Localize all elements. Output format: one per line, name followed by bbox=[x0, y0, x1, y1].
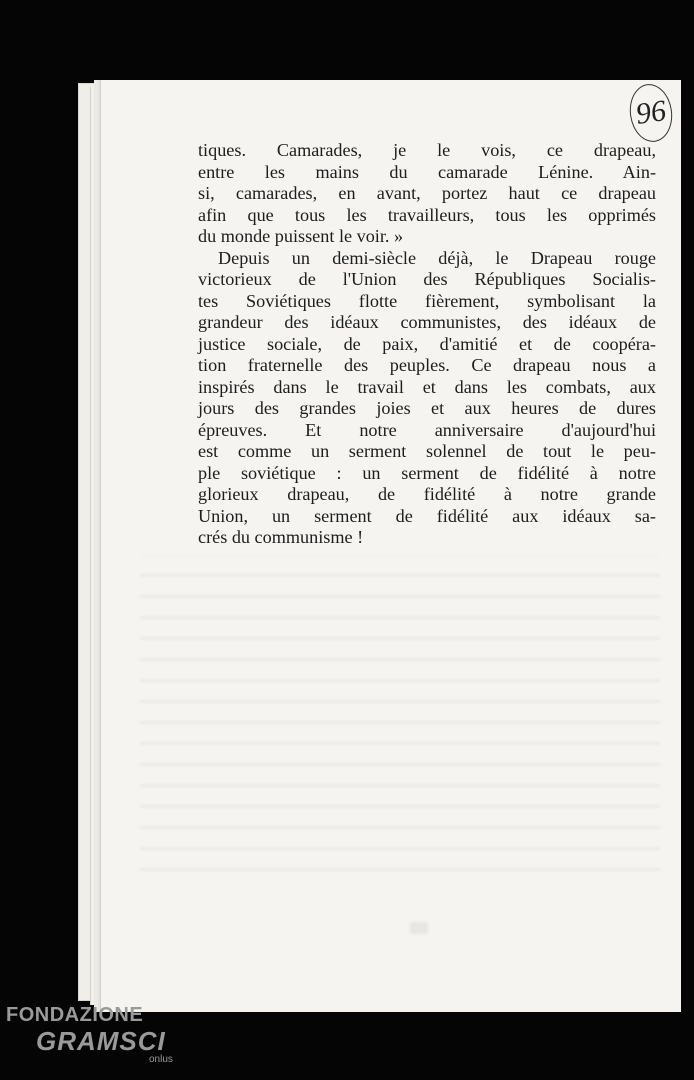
text-line: Depuis un demi-siècle déjà, le Drapeau rouge bbox=[218, 247, 656, 268]
show-through-text bbox=[140, 555, 660, 885]
handwritten-page-number: 96 bbox=[626, 81, 676, 144]
text-line: crés du communisme ! bbox=[198, 527, 364, 547]
watermark-line3: onlus bbox=[149, 1054, 173, 1065]
text-line: justice sociale, de paix, d'amitié et de coopéra- bbox=[198, 333, 656, 354]
text-line: jours des grandes joies et aux heures de dures bbox=[198, 398, 656, 418]
text-line: afin que tous les travailleurs, tous les opprimés bbox=[198, 204, 656, 225]
text-line: entre les mains du camarade Lénine. Ain- bbox=[198, 161, 656, 182]
text-line: ple soviétique : un serment de fidélité à notre bbox=[198, 462, 656, 483]
text-line: du monde puissent le voir. » bbox=[198, 226, 404, 246]
watermark-line2: GRAMSCI bbox=[36, 1026, 166, 1056]
text-line: tes Soviétiques flotte fièrement, symbolisant la bbox=[198, 290, 656, 311]
text-line: tion fraternelle des peuples. Ce drapeau nous a bbox=[198, 355, 656, 375]
text-line: tiques. Camarades, je le vois, ce drapeau, bbox=[198, 140, 656, 160]
text-line: glorieux drapeau, de fidélité à notre grande bbox=[198, 484, 656, 504]
fondazione-gramsci-watermark bbox=[6, 1004, 186, 1076]
body-text bbox=[198, 140, 656, 549]
text-line: inspirés dans le travail et dans les combats, aux bbox=[198, 376, 656, 397]
text-line: victorieux de l'Union des Républiques Socialis- bbox=[198, 269, 656, 289]
text-line: épreuves. Et notre anniversaire d'aujourd'hui bbox=[198, 419, 656, 440]
text-line: Union, un serment de fidélité aux idéaux sa- bbox=[198, 505, 656, 526]
text-line: grandeur des idéaux communistes, des idéaux de bbox=[198, 312, 656, 332]
text-line: si, camarades, en avant, portez haut ce drapeau bbox=[198, 183, 656, 203]
text-line: est comme un serment solennel de tout le peu- bbox=[198, 441, 656, 461]
watermark-line1: FONDAZIONE bbox=[6, 1004, 144, 1026]
show-through-folio bbox=[410, 922, 428, 934]
